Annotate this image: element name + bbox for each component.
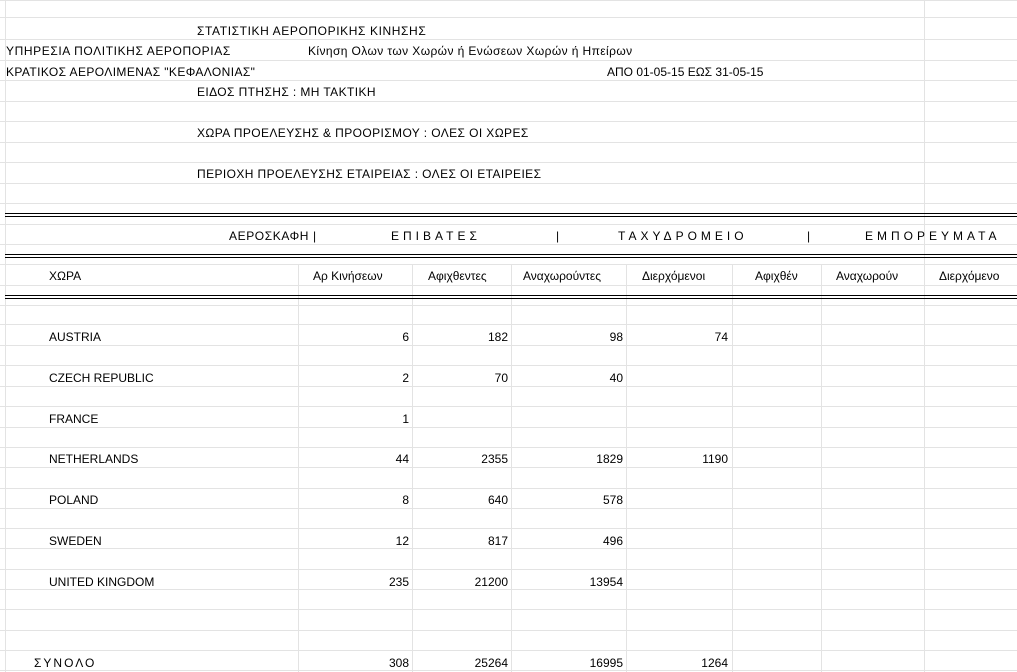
gridline-h [0,427,1017,428]
group-passengers: ΕΠΙΒΑΤΕΣ [391,229,481,243]
col-header-country: ΧΩΡΑ [49,269,82,283]
gridline-h [0,203,1017,204]
col-header-arrivals: Αφιχθεντες [428,269,487,283]
rule-bottom-1 [5,295,1017,296]
gridline-h [0,488,1017,489]
gridline-v [821,264,822,672]
cell-arrivals: 70 [494,371,508,385]
total-movements: 308 [388,656,409,670]
gridline-v [412,264,413,672]
gridline-h [0,80,1017,81]
gridline-h [0,406,1017,407]
origin-destination-filter: ΧΩΡΑ ΠΡΟΕΛΕΥΣΗΣ & ΠΡΟΟΡΙΣΜΟΥ : ΟΛΕΣ ΟΙ ΧΩΡΕΣ [197,126,529,140]
gridline-v [732,264,733,672]
cell-transit: 74 [714,330,728,344]
cell-country: SWEDEN [49,534,102,548]
gridline-h [0,17,1017,18]
gridline-h [0,447,1017,448]
gridline-h [0,244,1017,245]
group-mail: ΤΑΧΥΔΡΟΜΕΙΟ [618,229,748,243]
gridline-h [0,589,1017,590]
cell-movements: 44 [395,452,409,466]
total-arrivals: 25264 [474,656,508,670]
report-period: ΑΠΟ 01-05-15 ΕΩΣ 31-05-15 [607,65,764,79]
cell-movements: 8 [402,493,409,507]
group-cargo: ΕΜΠΟΡΕΥΜΑΤΑ [865,229,1001,243]
col-header-departures: Αναχωρούντες [523,269,602,283]
col-header-transit: Διερχόμενοι [642,269,706,283]
cell-country: CZECH REPUBLIC [49,371,154,385]
gridline-h [0,0,1017,1]
gridline-h [0,345,1017,346]
gridline-h [0,183,1017,184]
col-header-movements: Αρ Κινήσεων [313,269,383,283]
col-header-cargo-departures: Αναχωρούν [836,269,899,283]
gridline-v [298,264,299,672]
cell-departures: 496 [602,534,623,548]
gridline-v [626,264,627,672]
gridline-h [0,324,1017,325]
gridline-h [0,670,1017,671]
cell-movements: 12 [395,534,409,548]
cell-arrivals: 182 [487,330,508,344]
gridline-v [924,0,925,672]
cell-departures: 98 [609,330,623,344]
cell-arrivals: 21200 [474,575,508,589]
cell-arrivals: 640 [487,493,508,507]
cell-country: POLAND [49,493,99,507]
company-region-filter: ΠΕΡΙΟΧΗ ΠΡΟΕΛΕΥΣΗΣ ΕΤΑΙΡΕΙΑΣ : ΟΛΕΣ ΟΙ ΕΤΑΙΡΕΙΕΣ [197,167,542,181]
gridline-v [5,0,6,672]
gridline-h [0,39,1017,40]
rule-mid-2 [5,257,1017,258]
gridline-h [0,305,1017,306]
gridline-h [0,630,1017,631]
gridline-h [0,386,1017,387]
gridline-h [0,650,1017,651]
cell-country: NETHERLANDS [49,452,139,466]
gridline-h [0,264,1017,265]
cell-arrivals: 2355 [481,452,508,466]
movement-scope: Κίνηση Ολων των Χωρών ή Ενώσεων Χωρών ή Ηπείρων [308,44,633,58]
total-transit: 1264 [701,656,728,670]
cell-arrivals: 817 [487,534,508,548]
total-departures: 16995 [589,656,623,670]
airport-name: ΚΡΑΤΙΚΟΣ ΑΕΡΟΛΙΜΕΝΑΣ "ΚΕΦΑΛΟΝΙΑΣ" [6,65,256,79]
gridline-h [0,162,1017,163]
cell-departures: 13954 [589,575,623,589]
cell-departures: 1829 [596,452,623,466]
gridline-h [0,609,1017,610]
cell-movements: 2 [402,371,409,385]
group-separator-1: | [556,229,560,243]
rule-bottom-2 [5,298,1017,299]
cell-departures: 578 [602,493,623,507]
gridline-h [0,121,1017,122]
gridline-v [511,264,512,672]
rule-top-2 [5,216,1017,217]
gridline-h [0,528,1017,529]
total-label: ΣΥΝΟΛΟ [34,656,97,670]
cell-departures: 40 [609,371,623,385]
col-header-cargo-arrivals: Αφιχθέν [755,269,798,283]
gridline-h [0,365,1017,366]
report-title: ΣΤΑΤΙΣΤΙΚΗ ΑΕΡΟΠΟΡΙΚΗΣ ΚΙΝΗΣΗΣ [197,24,427,38]
cell-transit: 1190 [702,452,728,466]
gridline-h [0,101,1017,102]
cell-country: UNITED KINGDOM [49,575,155,589]
gridline-h [0,569,1017,570]
gridline-h [0,60,1017,61]
col-header-cargo-transit: Διερχόμενο [939,269,1000,283]
gridline-h [0,467,1017,468]
authority-name: ΥΠΗΡΕΣΙΑ ΠΟΛΙΤΙΚΗΣ ΑΕΡΟΠΟΡΙΑΣ [6,44,231,58]
rule-top-1 [5,213,1017,214]
gridline-h [0,142,1017,143]
cell-movements: 6 [402,330,409,344]
gridline-h [0,508,1017,509]
cell-country: AUSTRIA [49,330,102,344]
group-separator-2: | [807,229,811,243]
gridline-h [0,285,1017,286]
cell-movements: 1 [402,412,409,426]
cell-country: FRANCE [49,412,99,426]
gridline-h [0,548,1017,549]
flight-type: ΕΙΔΟΣ ΠΤΗΣΗΣ : ΜΗ ΤΑΚΤΙΚΗ [197,85,376,99]
rule-mid-1 [5,254,1017,255]
group-aircraft: ΑΕΡΟΣΚΑΦΗ | [229,229,317,243]
cell-movements: 235 [388,575,409,589]
gridline-h [0,224,1017,225]
